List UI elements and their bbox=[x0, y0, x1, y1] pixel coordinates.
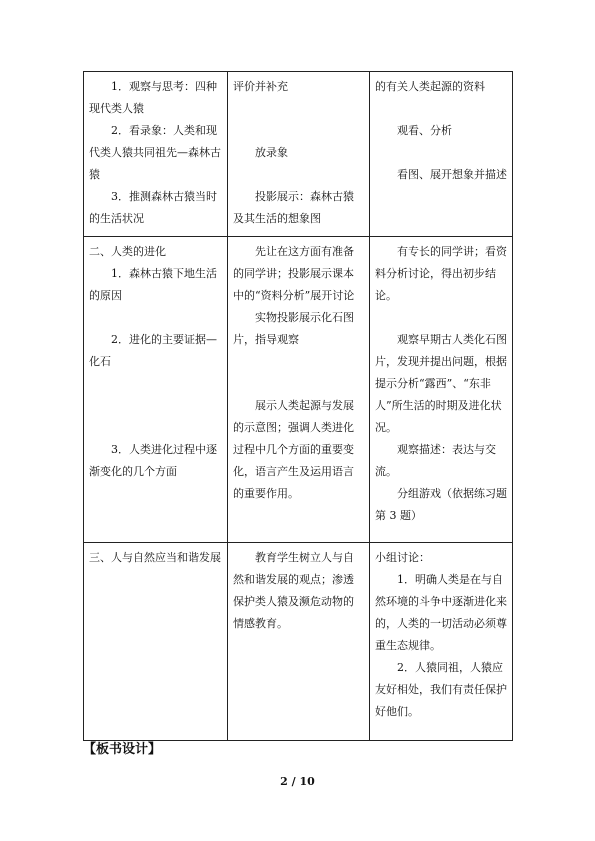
cell-paragraph: 1．观察与思考：四种现代类人猿 bbox=[89, 80, 217, 115]
cell-paragraph: 2．人猿同祖，人猿应友好相处，我们有责任保护好他们。 bbox=[375, 661, 507, 718]
table-cell-teacher-activity bbox=[228, 72, 370, 237]
cell-paragraph: 3．推测森林古猿当时的生活状况 bbox=[89, 190, 217, 225]
page-number: 2 / 10 bbox=[280, 775, 315, 788]
cell-paragraph: 二、人类的进化 bbox=[89, 245, 166, 258]
cell-paragraph: 展示人类起源与发展的示意图；强调人类进化过程中几个方面的重要变化，语言产生及运用语言的重要作用。 bbox=[233, 399, 354, 500]
cell-paragraph: 观察早期古人类化石图片，发现并提出问题，根据提示分析“露西”、“东非人”所生活的时期及进化状况。 bbox=[375, 333, 507, 434]
cell-paragraph: 放录象 bbox=[255, 146, 288, 159]
cell-paragraph: 分组游戏（依据练习题第 3 题） bbox=[375, 487, 507, 522]
cell-paragraph: 观察描述：表达与交流。 bbox=[375, 443, 496, 478]
cell-paragraph: 评价并补充 bbox=[233, 80, 288, 93]
table-cell-teaching-content bbox=[84, 72, 228, 237]
cell-paragraph: 2．看录象：人类和现代类人猿共同祖先—森林古猿 bbox=[89, 124, 221, 181]
lesson-plan-table bbox=[83, 71, 513, 741]
section-heading: 【板书设计】 bbox=[83, 742, 162, 757]
table-cell-student-activity bbox=[370, 543, 513, 741]
cell-paragraph: 有专长的同学讲；看资料分析讨论，得出初步结论。 bbox=[375, 245, 507, 302]
table-row bbox=[84, 72, 513, 237]
cell-paragraph: 1．森林古猿下地生活的原因 bbox=[89, 267, 217, 302]
cell-paragraph: 看图、展开想象并描述 bbox=[397, 168, 507, 181]
table-row bbox=[84, 543, 513, 741]
cell-paragraph: 观看、分析 bbox=[397, 124, 452, 137]
cell-paragraph: 先让在这方面有准备的同学讲；投影展示课本中的“资料分析”展开讨论 bbox=[233, 245, 355, 302]
table-cell-teacher-activity bbox=[228, 543, 370, 741]
cell-paragraph: 1．明确人类是在与自然环境的斗争中逐渐进化来的，人类的一切活动必须尊重生态规律。 bbox=[375, 573, 507, 652]
cell-paragraph: 3．人类进化过程中逐渐变化的几个方面 bbox=[89, 443, 217, 478]
table-cell-teaching-content bbox=[84, 237, 228, 543]
cell-paragraph: 投影展示：森林古猿及其生活的想象图 bbox=[233, 190, 354, 225]
cell-paragraph: 三、人与自然应当和谐发展 bbox=[89, 551, 221, 564]
cell-paragraph: 教育学生树立人与自然和谐发展的观点；渗透保护类人猿及濒危动物的情感教育。 bbox=[233, 551, 354, 630]
cell-paragraph: 的有关人类起源的资料 bbox=[375, 80, 485, 93]
cell-paragraph: 实物投影展示化石图片，指导观察 bbox=[233, 311, 354, 346]
cell-paragraph: 2．进化的主要证据—化石 bbox=[89, 333, 217, 368]
table-cell-teaching-content bbox=[84, 543, 228, 741]
table-cell-student-activity bbox=[370, 72, 513, 237]
table-row bbox=[84, 237, 513, 543]
cell-paragraph: 小组讨论： bbox=[375, 551, 430, 564]
table-cell-student-activity bbox=[370, 237, 513, 543]
table-cell-teacher-activity bbox=[228, 237, 370, 543]
